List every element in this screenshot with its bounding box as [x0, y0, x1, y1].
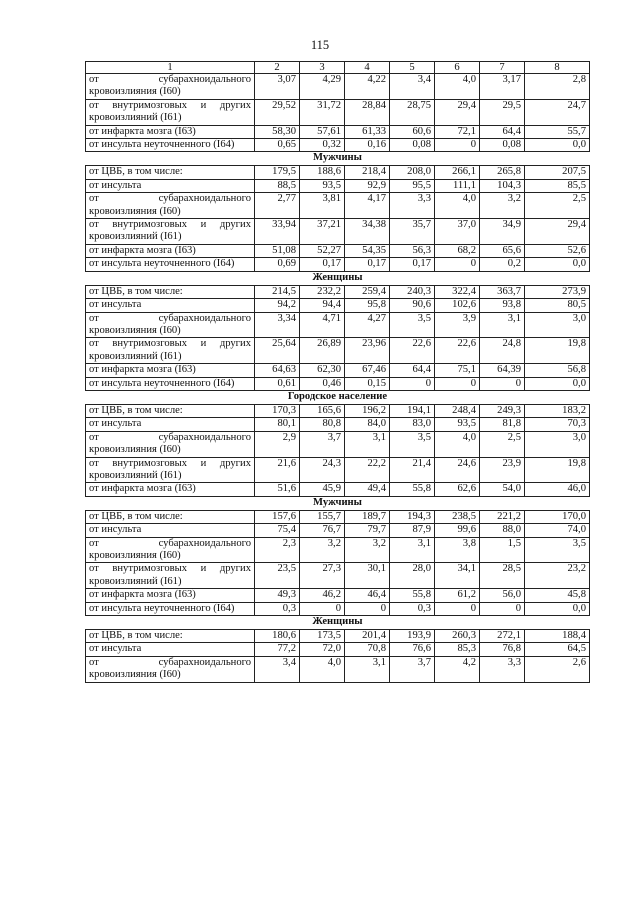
table-cell: 3,1 [480, 312, 525, 338]
table-cell: 65,6 [480, 244, 525, 257]
section-title: Мужчины [86, 152, 590, 166]
table-cell: 23,2 [525, 563, 590, 589]
table-cell: 4,0 [435, 193, 480, 219]
table-cell: 165,6 [300, 404, 345, 417]
table-cell: 157,6 [255, 510, 300, 523]
table-cell: 22,2 [345, 457, 390, 483]
table-cell: 173,5 [300, 630, 345, 643]
table-cell: 99,6 [435, 524, 480, 537]
table-cell: 64,4 [390, 364, 435, 377]
table-cell: 74,0 [525, 524, 590, 537]
table-cell: 64,63 [255, 364, 300, 377]
table-cell: 3,07 [255, 74, 300, 100]
table-cell: 3,9 [435, 312, 480, 338]
table-cell: 188,4 [525, 630, 590, 643]
table-cell: 0 [435, 377, 480, 390]
table-cell: 3,3 [390, 193, 435, 219]
table-cell: 28,75 [390, 99, 435, 125]
table-cell: 194,3 [390, 510, 435, 523]
table-cell: 88,0 [480, 524, 525, 537]
table-cell: 61,33 [345, 125, 390, 138]
row-label: от инсульта [86, 643, 255, 656]
table-row [86, 537, 590, 563]
table-cell: 37,0 [435, 219, 480, 245]
table-cell: 28,0 [390, 563, 435, 589]
table-row [86, 179, 590, 192]
section-header-row [86, 496, 590, 510]
table-cell: 273,9 [525, 285, 590, 298]
table-cell: 94,4 [300, 299, 345, 312]
table-cell: 2,77 [255, 193, 300, 219]
table-cell: 3,2 [345, 537, 390, 563]
table-cell: 207,5 [525, 166, 590, 179]
section-title: Мужчины [86, 496, 590, 510]
table-cell: 4,27 [345, 312, 390, 338]
table-row [86, 219, 590, 245]
table-cell: 4,2 [435, 656, 480, 682]
row-label: от инфаркта мозга (I63) [86, 125, 255, 138]
row-label: от инсульта неуточненного (I64) [86, 377, 255, 390]
table-cell: 3,7 [300, 431, 345, 457]
table-row [86, 418, 590, 431]
table-cell: 2,5 [525, 193, 590, 219]
row-label: от инсульта [86, 179, 255, 192]
table-row [86, 602, 590, 615]
table-cell: 0,65 [255, 139, 300, 152]
table-cell: 3,5 [390, 312, 435, 338]
table-cell: 29,5 [480, 99, 525, 125]
table-cell: 70,8 [345, 643, 390, 656]
table-cell: 27,3 [300, 563, 345, 589]
section-header-row [86, 390, 590, 404]
table-cell: 54,0 [480, 483, 525, 496]
table-cell: 72,0 [300, 643, 345, 656]
table-cell: 111,1 [435, 179, 480, 192]
table-cell: 60,6 [390, 125, 435, 138]
table-row [86, 364, 590, 377]
table-cell: 93,5 [300, 179, 345, 192]
row-label: от инфаркта мозга (I63) [86, 364, 255, 377]
table-cell: 23,9 [480, 457, 525, 483]
table-cell: 0,17 [345, 258, 390, 271]
section-header-row [86, 152, 590, 166]
table-cell: 23,96 [345, 338, 390, 364]
table-cell: 21,6 [255, 457, 300, 483]
table-cell: 180,6 [255, 630, 300, 643]
table-cell: 45,9 [300, 483, 345, 496]
table-cell: 34,1 [435, 563, 480, 589]
table-cell: 67,46 [345, 364, 390, 377]
table-cell: 28,5 [480, 563, 525, 589]
table-cell: 0,3 [390, 602, 435, 615]
table-cell: 0,08 [480, 139, 525, 152]
table-row [86, 457, 590, 483]
table-cell: 52,6 [525, 244, 590, 257]
table-cell: 87,9 [390, 524, 435, 537]
table-row [86, 193, 590, 219]
table-cell: 272,1 [480, 630, 525, 643]
table-cell: 29,4 [435, 99, 480, 125]
table-row [86, 377, 590, 390]
table-cell: 0,0 [525, 139, 590, 152]
table-row [86, 524, 590, 537]
row-label: от внутримозговых и других кровоизлияний (I61) [86, 99, 255, 125]
page-number: 115 [310, 38, 330, 52]
table-row [86, 483, 590, 496]
table-cell: 266,1 [435, 166, 480, 179]
table-row [86, 431, 590, 457]
row-label: от субарахноидального кровоизлияния (I60) [86, 431, 255, 457]
table-row [86, 285, 590, 298]
table-cell: 3,4 [390, 74, 435, 100]
table-row [86, 166, 590, 179]
table-cell: 62,30 [300, 364, 345, 377]
table-cell: 214,5 [255, 285, 300, 298]
table-body [86, 74, 590, 683]
table-cell: 2,3 [255, 537, 300, 563]
row-label: от инсульта [86, 524, 255, 537]
table-cell: 218,4 [345, 166, 390, 179]
row-label: от внутримозговых и других кровоизлияний (I61) [86, 219, 255, 245]
table-cell: 0 [390, 377, 435, 390]
row-label: от субарахноидального кровоизлияния (I60) [86, 312, 255, 338]
table-cell: 0,15 [345, 377, 390, 390]
table-cell: 46,4 [345, 589, 390, 602]
table-cell: 85,3 [435, 643, 480, 656]
row-label: от инсульта [86, 299, 255, 312]
table-cell: 249,3 [480, 404, 525, 417]
row-label: от ЦВБ, в том числе: [86, 404, 255, 417]
row-label: от инфаркта мозга (I63) [86, 589, 255, 602]
table-cell: 72,1 [435, 125, 480, 138]
table-row [86, 643, 590, 656]
section-header-row [86, 616, 590, 630]
table-cell: 76,6 [390, 643, 435, 656]
section-header-row [86, 271, 590, 285]
table-cell: 189,7 [345, 510, 390, 523]
section-title: Женщины [86, 271, 590, 285]
row-label: от инсульта неуточненного (I64) [86, 139, 255, 152]
table-cell: 248,4 [435, 404, 480, 417]
table-cell: 29,4 [525, 219, 590, 245]
row-label: от инфаркта мозга (I63) [86, 483, 255, 496]
table-row [86, 99, 590, 125]
table-cell: 64,39 [480, 364, 525, 377]
table-cell: 4,17 [345, 193, 390, 219]
table-cell: 81,8 [480, 418, 525, 431]
table-cell: 93,8 [480, 299, 525, 312]
table-cell: 0,17 [300, 258, 345, 271]
table-cell: 238,5 [435, 510, 480, 523]
table-cell: 232,2 [300, 285, 345, 298]
table-cell: 102,6 [435, 299, 480, 312]
table-cell: 51,08 [255, 244, 300, 257]
table-row [86, 589, 590, 602]
table-cell: 29,52 [255, 99, 300, 125]
table-row [86, 338, 590, 364]
table-cell: 4,29 [300, 74, 345, 100]
table-cell: 221,2 [480, 510, 525, 523]
table-cell: 26,89 [300, 338, 345, 364]
table-row [86, 510, 590, 523]
table-row [86, 630, 590, 643]
column-header: 4 [345, 62, 390, 74]
table-cell: 196,2 [345, 404, 390, 417]
table-cell: 25,64 [255, 338, 300, 364]
table-cell: 94,2 [255, 299, 300, 312]
table-cell: 28,84 [345, 99, 390, 125]
table-cell: 80,1 [255, 418, 300, 431]
table-cell: 4,0 [300, 656, 345, 682]
table-cell: 37,21 [300, 219, 345, 245]
table-cell: 4,71 [300, 312, 345, 338]
table-cell: 76,7 [300, 524, 345, 537]
table-row [86, 656, 590, 682]
table-cell: 23,5 [255, 563, 300, 589]
table-row [86, 139, 590, 152]
table-cell: 83,0 [390, 418, 435, 431]
row-label: от инсульта [86, 418, 255, 431]
row-label: от инсульта неуточненного (I64) [86, 602, 255, 615]
table-cell: 0 [435, 139, 480, 152]
row-label: от субарахноидального кровоизлияния (I60) [86, 537, 255, 563]
table-cell: 259,4 [345, 285, 390, 298]
table-cell: 194,1 [390, 404, 435, 417]
table-cell: 49,4 [345, 483, 390, 496]
header-row [86, 62, 590, 74]
table-cell: 79,7 [345, 524, 390, 537]
table-cell: 70,3 [525, 418, 590, 431]
column-header: 1 [86, 62, 255, 74]
table-cell: 0,3 [255, 602, 300, 615]
table-cell: 84,0 [345, 418, 390, 431]
table-cell: 57,61 [300, 125, 345, 138]
table-cell: 64,4 [480, 125, 525, 138]
column-header: 6 [435, 62, 480, 74]
table-row [86, 125, 590, 138]
table-cell: 90,6 [390, 299, 435, 312]
table-cell: 56,0 [480, 589, 525, 602]
table-cell: 3,3 [480, 656, 525, 682]
table-cell: 56,3 [390, 244, 435, 257]
table-cell: 1,5 [480, 537, 525, 563]
table-cell: 75,1 [435, 364, 480, 377]
row-label: от ЦВБ, в том числе: [86, 510, 255, 523]
table-cell: 22,6 [390, 338, 435, 364]
table-cell: 55,8 [390, 589, 435, 602]
table-cell: 0,0 [525, 258, 590, 271]
table-cell: 0 [435, 602, 480, 615]
table-cell: 0,0 [525, 377, 590, 390]
table-cell: 0,2 [480, 258, 525, 271]
table-cell: 55,7 [525, 125, 590, 138]
table-row [86, 299, 590, 312]
table-cell: 19,8 [525, 457, 590, 483]
table-cell: 3,0 [525, 312, 590, 338]
table-cell: 95,5 [390, 179, 435, 192]
table-cell: 363,7 [480, 285, 525, 298]
table-cell: 322,4 [435, 285, 480, 298]
table-cell: 24,6 [435, 457, 480, 483]
table-cell: 208,0 [390, 166, 435, 179]
table-cell: 3,8 [435, 537, 480, 563]
table-cell: 76,8 [480, 643, 525, 656]
table-cell: 3,5 [390, 431, 435, 457]
table-cell: 56,8 [525, 364, 590, 377]
table-cell: 45,8 [525, 589, 590, 602]
table-cell: 0,17 [390, 258, 435, 271]
table-cell: 80,5 [525, 299, 590, 312]
table-cell: 92,9 [345, 179, 390, 192]
table-cell: 22,6 [435, 338, 480, 364]
table-cell: 2,9 [255, 431, 300, 457]
table-cell: 0 [300, 602, 345, 615]
table-cell: 80,8 [300, 418, 345, 431]
table-row [86, 258, 590, 271]
row-label: от внутримозговых и других кровоизлияний (I61) [86, 563, 255, 589]
table-cell: 0 [435, 258, 480, 271]
table-cell: 0,16 [345, 139, 390, 152]
table-row [86, 312, 590, 338]
table-cell: 240,3 [390, 285, 435, 298]
table-cell: 3,4 [255, 656, 300, 682]
column-header: 8 [525, 62, 590, 74]
row-label: от ЦВБ, в том числе: [86, 630, 255, 643]
column-header: 5 [390, 62, 435, 74]
row-label: от внутримозговых и других кровоизлияний (I61) [86, 338, 255, 364]
table-cell: 4,0 [435, 74, 480, 100]
table-cell: 0,32 [300, 139, 345, 152]
table-cell: 0,08 [390, 139, 435, 152]
table-cell: 61,2 [435, 589, 480, 602]
table-cell: 3,0 [525, 431, 590, 457]
section-title: Городское население [86, 390, 590, 404]
row-label: от ЦВБ, в том числе: [86, 285, 255, 298]
table-cell: 3,81 [300, 193, 345, 219]
table-cell: 0,46 [300, 377, 345, 390]
row-label: от инсульта неуточненного (I64) [86, 258, 255, 271]
table-cell: 19,8 [525, 338, 590, 364]
table-cell: 4,22 [345, 74, 390, 100]
mortality-table [85, 61, 590, 683]
table-cell: 30,1 [345, 563, 390, 589]
table-cell: 62,6 [435, 483, 480, 496]
table-cell: 3,2 [300, 537, 345, 563]
table-cell: 3,5 [525, 537, 590, 563]
table-cell: 0 [480, 602, 525, 615]
row-label: от инфаркта мозга (I63) [86, 244, 255, 257]
table-cell: 64,5 [525, 643, 590, 656]
table-cell: 58,30 [255, 125, 300, 138]
table-cell: 0,61 [255, 377, 300, 390]
table-cell: 55,8 [390, 483, 435, 496]
table-cell: 3,1 [390, 537, 435, 563]
table-cell: 179,5 [255, 166, 300, 179]
table-cell: 54,35 [345, 244, 390, 257]
table-cell: 21,4 [390, 457, 435, 483]
table-cell: 155,7 [300, 510, 345, 523]
table-cell: 183,2 [525, 404, 590, 417]
table-cell: 34,9 [480, 219, 525, 245]
table-cell: 4,0 [435, 431, 480, 457]
table-cell: 33,94 [255, 219, 300, 245]
table-cell: 0 [345, 602, 390, 615]
table-cell: 0,0 [525, 602, 590, 615]
table-cell: 193,9 [390, 630, 435, 643]
table-cell: 51,6 [255, 483, 300, 496]
table-cell: 46,0 [525, 483, 590, 496]
table-cell: 34,38 [345, 219, 390, 245]
section-title: Женщины [86, 616, 590, 630]
table-cell: 170,0 [525, 510, 590, 523]
column-header: 7 [480, 62, 525, 74]
table-cell: 49,3 [255, 589, 300, 602]
table-cell: 95,8 [345, 299, 390, 312]
table-row [86, 404, 590, 417]
table-cell: 85,5 [525, 179, 590, 192]
table-cell: 170,3 [255, 404, 300, 417]
table-cell: 3,34 [255, 312, 300, 338]
table-cell: 3,17 [480, 74, 525, 100]
table-cell: 77,2 [255, 643, 300, 656]
table-cell: 0 [480, 377, 525, 390]
table-cell: 2,8 [525, 74, 590, 100]
table-cell: 24,7 [525, 99, 590, 125]
row-label: от внутримозговых и других кровоизлияний (I61) [86, 457, 255, 483]
table-cell: 260,3 [435, 630, 480, 643]
table-cell: 2,6 [525, 656, 590, 682]
table-cell: 93,5 [435, 418, 480, 431]
table-cell: 68,2 [435, 244, 480, 257]
table-row [86, 74, 590, 100]
table-cell: 75,4 [255, 524, 300, 537]
table-cell: 201,4 [345, 630, 390, 643]
table-cell: 35,7 [390, 219, 435, 245]
table-row [86, 244, 590, 257]
table-cell: 24,3 [300, 457, 345, 483]
table-cell: 3,1 [345, 431, 390, 457]
column-header: 3 [300, 62, 345, 74]
table-cell: 52,27 [300, 244, 345, 257]
table-cell: 46,2 [300, 589, 345, 602]
row-label: от субарахноидального кровоизлияния (I60) [86, 656, 255, 682]
table-cell: 0,69 [255, 258, 300, 271]
table-row [86, 563, 590, 589]
table-cell: 3,2 [480, 193, 525, 219]
table-cell: 188,6 [300, 166, 345, 179]
row-label: от ЦВБ, в том числе: [86, 166, 255, 179]
table-cell: 3,7 [390, 656, 435, 682]
column-header: 2 [255, 62, 300, 74]
table-cell: 24,8 [480, 338, 525, 364]
table-cell: 2,5 [480, 431, 525, 457]
row-label: от субарахноидального кровоизлияния (I60) [86, 74, 255, 100]
table-cell: 104,3 [480, 179, 525, 192]
row-label: от субарахноидального кровоизлияния (I60) [86, 193, 255, 219]
table-cell: 3,1 [345, 656, 390, 682]
table-cell: 88,5 [255, 179, 300, 192]
table-cell: 265,8 [480, 166, 525, 179]
table-cell: 31,72 [300, 99, 345, 125]
